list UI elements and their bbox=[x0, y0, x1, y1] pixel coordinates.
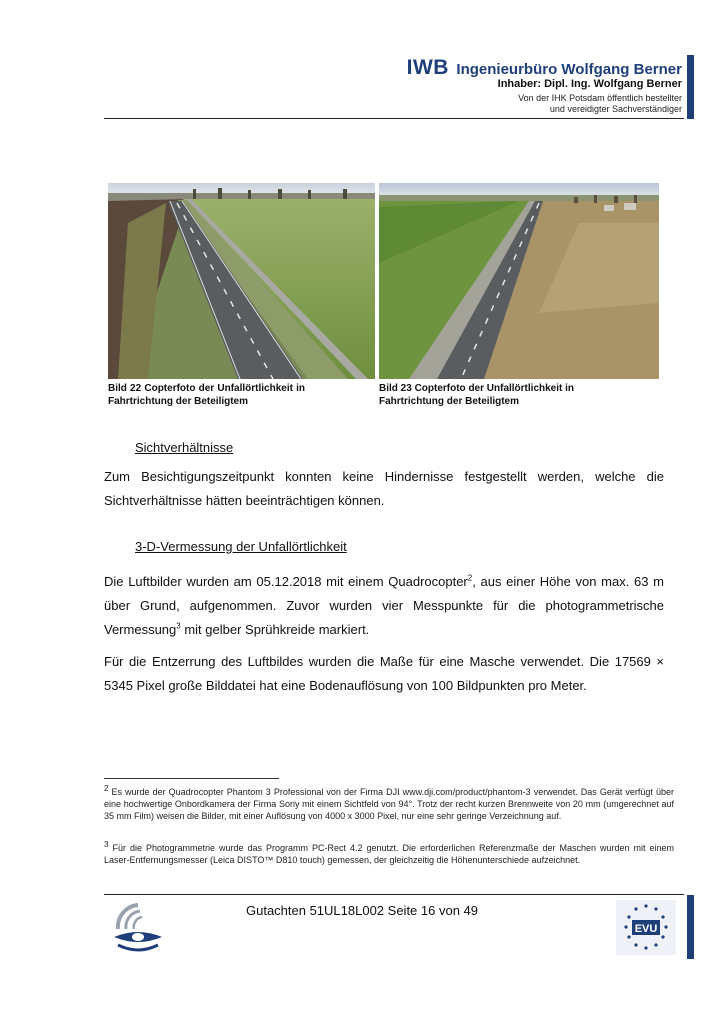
logo-abbr: IWB bbox=[406, 56, 449, 79]
survey-text-b: , aus einer Höhe von max. 63 m über Grund, aufgenommen. Zuvor wurden vier Messpunkte für die photogrammetrische Vermessung bbox=[104, 574, 664, 637]
company-title bbox=[407, 56, 682, 80]
footer-divider bbox=[104, 894, 684, 895]
figure-caption-23: Bild 23 Copterfoto der Unfallörtlichkeit in Fahrtrichtung der Beteiligtem bbox=[379, 383, 575, 407]
footnote-3 bbox=[104, 842, 674, 866]
owner-line: Inhaber: Dipl. Ing. Wolfgang Berner bbox=[497, 78, 682, 90]
header-divider bbox=[104, 118, 684, 119]
subtitle-line-1: Von der IHK Potsdam öffentlich bestellter bbox=[518, 93, 682, 103]
aerial-photo-23 bbox=[379, 183, 659, 379]
footnote-number: 2 bbox=[104, 784, 109, 793]
company-name: Ingenieurbüro Wolfgang Berner bbox=[456, 61, 682, 78]
footnote-text: Es wurde der Quadrocopter Phantom 3 Professional von der Firma DJI www.dji.com/product/phantom-3 verwendet. Das Gerät verfügt über eine hochwertige Onbordkamera der Firma Sony mit einem Sichtfeld von 94°. Trotz der recht kurzen Brennweite von 20 mm (umgerechnet auf 35 mm Film) weisen die Bilder, mit einer Auflösung von 4000 x 3000 Pixel, nur eine sehr geringe Verzeichnung auf. bbox=[104, 787, 674, 821]
footnote-text: Für die Photogrammetrie wurde das Programm PC-Rect 4.2 genutzt. Die erforderlichen Referenzmaße der Maschen wurden mit einem Laser-Entfernungsmesser (Leica DISTO™ D810 touch) gemessen, der gleichzeitig die Höhenunterschiede aufzeichnet. bbox=[104, 843, 674, 865]
aerial-photo-22 bbox=[108, 183, 375, 379]
survey-text-a: Die Luftbilder wurden am 05.12.2018 mit einem Quadrocopter bbox=[104, 574, 468, 589]
section-heading-visibility: Sichtverhältnisse bbox=[135, 440, 234, 455]
footnote-ref-3[interactable]: 3 bbox=[176, 621, 181, 631]
footnote-divider bbox=[104, 778, 279, 779]
footnote-number: 3 bbox=[104, 840, 109, 849]
paragraph-visibility: Zum Besichtigungszeitpunkt konnten keine Hindernisse festgestellt werden, welche die Sichtverhältnisse hätten beeinträchtigen können. bbox=[104, 469, 664, 508]
header-accent-bar bbox=[687, 55, 694, 119]
figure-caption-22: Bild 22 Copterfoto der Unfallörtlichkeit in Fahrtrichtung der Beteiligtem bbox=[108, 383, 305, 407]
survey-text-c: mit gelber Sprühkreide markiert. bbox=[180, 622, 370, 637]
subtitle-line-2: und vereidigter Sachverständiger bbox=[549, 104, 682, 114]
paragraph-survey-1 bbox=[104, 570, 664, 642]
footnote-2 bbox=[104, 786, 674, 822]
evu-logo bbox=[616, 900, 676, 955]
evu-logo-text: EVU bbox=[634, 923, 658, 935]
paragraph-survey-2: Für die Entzerrung des Luftbildes wurden die Maße für eine Masche verwendet. Die 17569 × 5345 Pixel große Bilddatei hat eine Bodenauflösung von 100 Bildpunkten pro Meter. bbox=[104, 654, 664, 693]
section-heading-survey: 3-D-Vermessung der Unfallörtlichkeit bbox=[135, 539, 347, 554]
footer-accent-bar bbox=[687, 895, 694, 959]
footnote-ref-2[interactable]: 2 bbox=[467, 573, 473, 583]
page-number: Gutachten 51UL18L002 Seite 16 von 49 bbox=[245, 903, 478, 918]
